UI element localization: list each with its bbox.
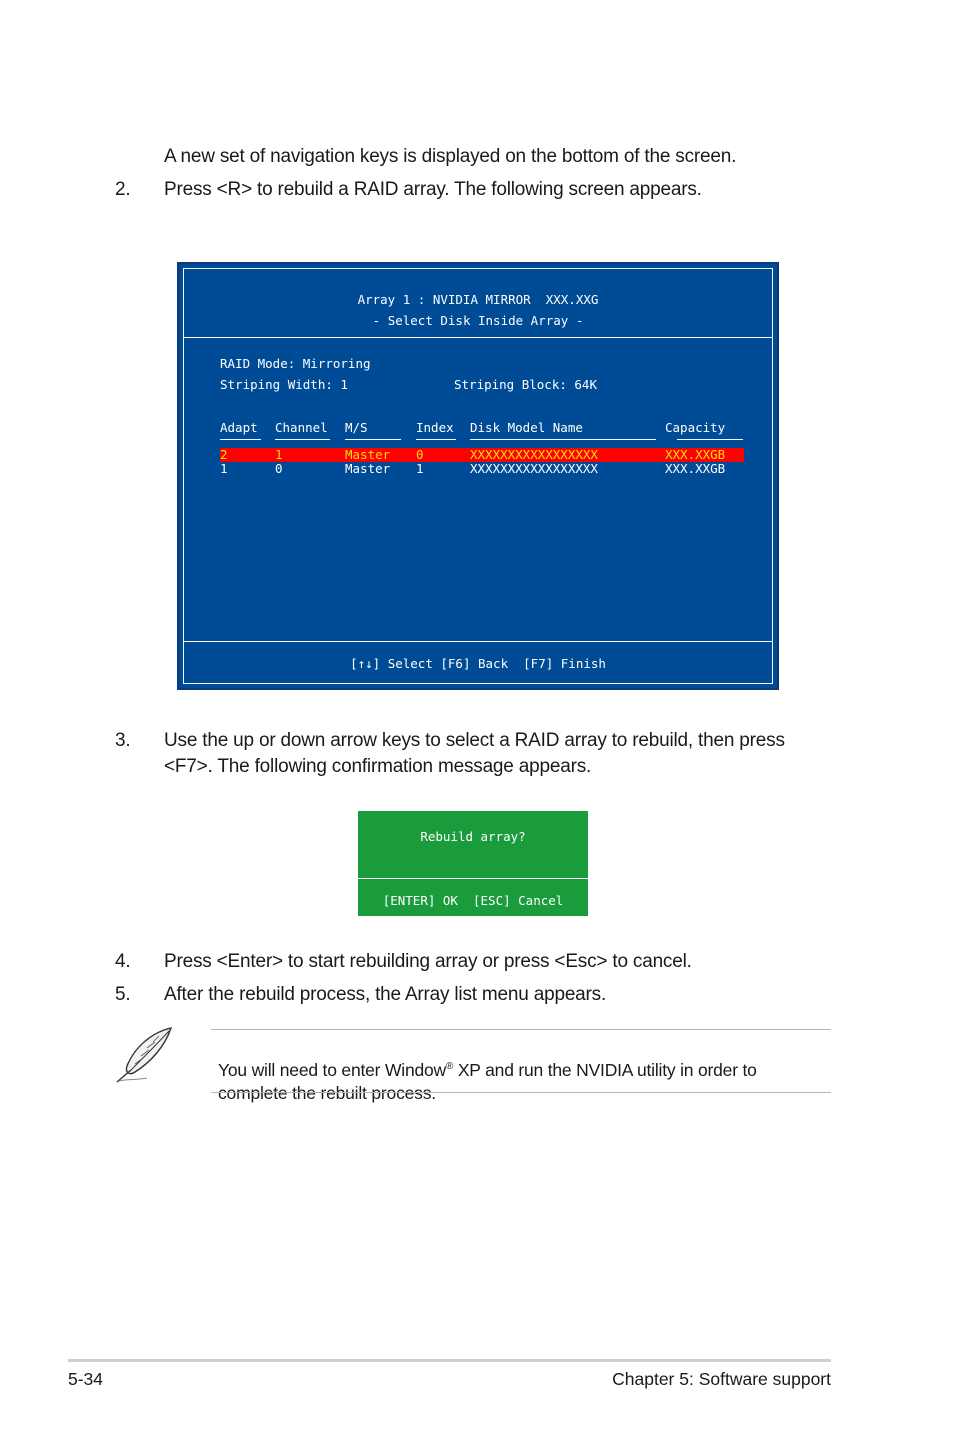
row-model: XXXXXXXXXXXXXXXXX bbox=[470, 461, 598, 476]
row-channel: 1 bbox=[275, 447, 283, 462]
note-bottom-rule bbox=[211, 1092, 831, 1093]
step-number: 3. bbox=[115, 730, 131, 751]
row-capacity: XXX.XXGB bbox=[665, 461, 726, 476]
row-ms: Master bbox=[345, 447, 391, 462]
step-number: 4. bbox=[115, 951, 131, 972]
intro-text: A new set of navigation keys is displayed on the bottom of the screen. bbox=[164, 146, 737, 167]
step-text: Press <R> to rebuild a RAID array. The following screen appears. bbox=[164, 179, 702, 200]
step-number: 5. bbox=[115, 984, 131, 1005]
column-underline bbox=[677, 439, 743, 440]
dialog-divider bbox=[358, 878, 588, 879]
row-channel: 0 bbox=[275, 461, 283, 476]
row-capacity: XXX.XXGB bbox=[665, 447, 726, 462]
footer-rule bbox=[68, 1359, 831, 1362]
striping-width-label: Striping Width: 1 bbox=[220, 377, 348, 392]
column-underline bbox=[220, 439, 261, 440]
column-underline bbox=[345, 439, 401, 440]
note-top-rule bbox=[211, 1029, 831, 1030]
raid-select-disk-screen bbox=[177, 262, 779, 690]
step-number: 2. bbox=[115, 179, 131, 200]
step-text: <F7>. The following confirmation message appears. bbox=[164, 756, 592, 777]
raid-mode-label: RAID Mode: Mirroring bbox=[220, 356, 371, 371]
header-divider bbox=[183, 337, 773, 338]
row-adapt: 2 bbox=[220, 447, 228, 462]
column-header-ms: M/S bbox=[345, 420, 368, 435]
chapter-title: Chapter 5: Software support bbox=[612, 1369, 831, 1389]
column-header-capacity: Capacity bbox=[665, 420, 726, 435]
note-text: You will need to enter Window® XP and run the NVIDIA utility in order to complete the rebuilt process. bbox=[218, 1059, 757, 1104]
navigation-keys: [↑↓] Select [F6] Back [F7] Finish bbox=[350, 656, 606, 671]
rebuild-confirm-dialog bbox=[358, 811, 588, 916]
row-index: 0 bbox=[416, 447, 424, 462]
page-number: 5-34 bbox=[68, 1369, 104, 1389]
column-header-disk-model: Disk Model Name bbox=[470, 420, 583, 435]
feather-quill-icon bbox=[113, 1026, 175, 1086]
column-underline bbox=[470, 439, 656, 440]
step-text: Use the up or down arrow keys to select a RAID array to rebuild, then press bbox=[164, 730, 785, 751]
striping-block-label: Striping Block: 64K bbox=[454, 377, 597, 392]
row-index: 1 bbox=[416, 461, 424, 476]
footer-divider bbox=[183, 641, 773, 642]
row-adapt[interactable]: 1 bbox=[220, 461, 228, 476]
screen-frame bbox=[183, 268, 773, 684]
row-ms: Master bbox=[345, 461, 391, 476]
step-text: Press <Enter> to start rebuilding array or press <Esc> to cancel. bbox=[164, 951, 692, 972]
confirm-keys[interactable]: [ENTER] OK [ESC] Cancel bbox=[382, 893, 564, 908]
column-header-index: Index bbox=[416, 420, 454, 435]
row-model: XXXXXXXXXXXXXXXXX bbox=[470, 447, 598, 462]
column-underline bbox=[416, 439, 456, 440]
column-header-adapt: Adapt bbox=[220, 420, 258, 435]
array-subtitle: - Select Disk Inside Array - bbox=[372, 313, 584, 328]
step-text: After the rebuild process, the Array list menu appears. bbox=[164, 984, 607, 1005]
array-title: Array 1 : NVIDIA MIRROR XXX.XXG bbox=[357, 292, 599, 307]
confirm-message: Rebuild array? bbox=[420, 829, 526, 844]
column-header-channel: Channel bbox=[275, 420, 328, 435]
column-underline bbox=[275, 439, 330, 440]
